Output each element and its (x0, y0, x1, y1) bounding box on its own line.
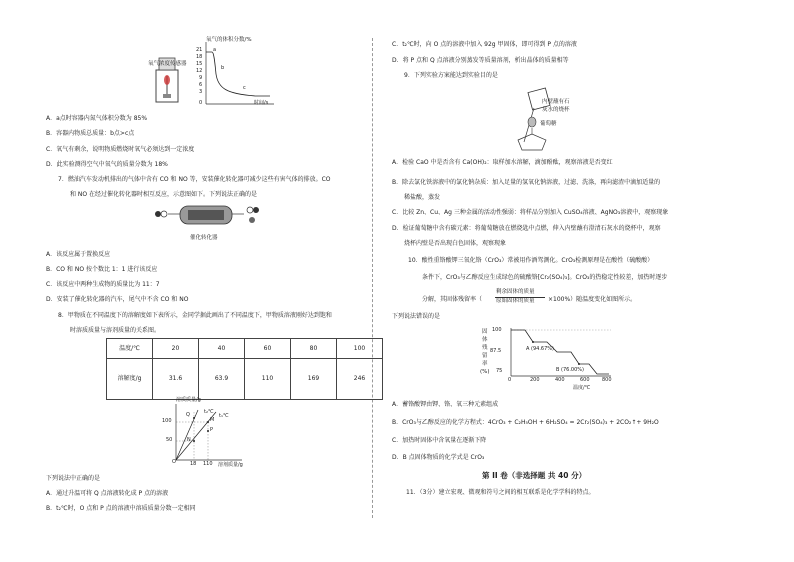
q8-option-d: D．将 P 点和 Q 点溶液分别蒸发等质量溶剂，析出晶体的质量相等 (392, 57, 569, 64)
fig1-ytick: 21 (196, 47, 203, 53)
q8-option-a: A．通过升温可将 Q 点溶液转化成 P 点的溶液 (46, 490, 169, 497)
fig1-point-a: a (213, 47, 217, 53)
graph2-ylabel: (%) (480, 369, 490, 375)
q9-option-d-line2: 烧杯内壁是否出现白色固体，观察现象 (404, 240, 507, 247)
graph2-xtick: 400 (555, 377, 565, 383)
fig1-ytick: 9 (199, 75, 203, 81)
q6-option-b: B．容器内物质总质量：b点>c点 (46, 130, 135, 137)
q7-stem-line2: 和 NO 在经过催化转化器时相互反应，示意图如下。下列说法正确的是 (70, 191, 258, 198)
graph2-ylabel: 固 (482, 329, 488, 335)
graph-xtick: 18 (190, 461, 197, 467)
graph-point-m: M (210, 417, 215, 423)
fig1-ytick: 18 (196, 54, 203, 60)
fig1-ytick: 6 (199, 82, 203, 88)
fig1-ytick: 3 (199, 89, 203, 95)
q6-option-a: A．a点时容器内氮气体积分数为 85% (46, 115, 148, 122)
fig1-ylabel: 氧气的体积分数/% (206, 37, 252, 43)
table-cell: 100 (337, 339, 383, 359)
graph-point-q: Q (186, 412, 190, 418)
graph-ylabel: 溶质质量/g (176, 397, 201, 403)
graph-xlabel: 溶剂质量/g (218, 462, 243, 468)
q10-option-c: C．加热时固体中含氧量在逐渐下降 (392, 437, 487, 444)
q9-option-d-line1: D．检证葡萄糖中含有碳元素：将葡萄糖放在燃烧匙中点燃，伸入内壁蘸有澄清石灰水的烧杯中，观察 (392, 225, 661, 232)
graph2-ylabel: 留 (482, 353, 488, 359)
graph-point-o: O (172, 459, 176, 465)
graph2-point-b: B (76.00%) (556, 367, 584, 373)
q10-stem-line3a: 分解，其固体残留率（ (422, 296, 483, 303)
fig1-sensor-label: 氧气浓度传感器 (148, 61, 187, 67)
fig1-point-c: c (243, 85, 246, 91)
graph2-ylabel: 率 (482, 361, 488, 367)
table-cell: 溶解度/g (107, 359, 153, 400)
fig1-ytick: 12 (196, 68, 203, 74)
q8-option-b: B．t₂℃时，O 点和 P 点的溶液中溶质质量分数一定相同 (46, 505, 196, 512)
q10-question: 下列说法错误的是 (392, 313, 441, 320)
table-cell: 20 (153, 339, 199, 359)
table-cell: 63.9 (199, 359, 245, 400)
q9-fig-label2: 灰水的烧杯 (542, 107, 570, 113)
column-divider (372, 38, 373, 518)
table-row (107, 359, 383, 400)
q9-fig-label3: 葡萄糖 (540, 121, 557, 127)
q7-option-b: B．CO 和 NO 按个数比 1：1 进行该反应 (46, 266, 158, 273)
graph-ytick: 50 (166, 437, 173, 443)
q7-option-c: C．该反应中两种生成物的质量比为 11：7 (46, 281, 160, 288)
q8-stem-line1: 8．甲物质在不同温度下的溶解度如下表所示，金同学据此画出了不同温度下，甲物质溶液刚好达到饱和 (58, 312, 332, 319)
graph2-point-a: A (94.67%) (526, 346, 554, 352)
solubility-table (106, 338, 383, 400)
table-cell: 60 (245, 339, 291, 359)
q8-option-c: C．t₂℃时，向 O 点的溶液中加入 92g 甲固体，即可得到 P 点的溶液 (392, 41, 577, 48)
graph2-ytick: 100 (492, 327, 502, 333)
q6-option-d: D．此实验测得空气中氧气的质量分数为 18% (46, 161, 168, 168)
q10-stem-line3b: ×100%）随温度变化如图所示。 (548, 296, 637, 303)
q10-option-a: A．蓄铬酸钾由钾、铬、氧三种元素组成 (392, 401, 499, 408)
graph2-ytick: 87.5 (490, 348, 502, 354)
graph2-xtick: 0 (508, 377, 512, 383)
graph2-ytick: 75 (496, 368, 503, 374)
q10-stem-line1: 10．酸性重铬酸钾三氧化铬（CrO₃）常被用作酒驾测化。CrO₃检测原理是在酸性（硫酸酸） (408, 257, 654, 264)
graph2-xtick: 600 (580, 377, 590, 383)
q10-option-b: B．CrO₃与乙醇反应的化学方程式：4CrO₃ + C₂H₅OH + 6H₂SO₄ = 2Cr₂(SO₄)₃ + 2CO₂↑+ 9H₂O (392, 419, 659, 426)
q7-figure-label: 催化转化器 (190, 235, 218, 241)
q9-option-b-line2: 稀盐酸，蒸发 (404, 194, 441, 201)
q7-option-a: A．该反应属于置换反应 (46, 251, 111, 258)
q8-question: 下列说法中正确的是 (46, 475, 101, 482)
q8-stem-line2: 时溶质质量与溶剂质量的关系图。 (70, 327, 161, 334)
q10-fraction-numerator: 剩余固体的质量 (496, 289, 535, 295)
q6-option-c: C．氧气有剩余，说明物质燃烧时氧气必须达到一定浓度 (46, 146, 195, 153)
table-cell: 40 (199, 339, 245, 359)
table-cell: 31.6 (153, 359, 199, 400)
graph-ytick: 100 (162, 418, 172, 424)
q10-option-d: D．B 点固体物质的化学式是 CrO₃ (392, 454, 485, 461)
table-cell: 246 (337, 359, 383, 400)
section-title: 第 II 卷（非选择题 共 40 分） (482, 471, 587, 480)
graph-label-t2: t₂℃ (204, 409, 214, 415)
table-cell: 110 (245, 359, 291, 400)
graph-xtick: 110 (203, 461, 213, 467)
q9-option-b-line1: B．除去氯化铁溶液中的氯化钠杂质：加入足量的氢氧化钠溶液，过滤、洗涤，再向滤渣中滴加适量的 (392, 179, 661, 186)
q9-fig-label1: 内壁蘸有石 (542, 99, 570, 105)
table-row (107, 339, 383, 359)
graph-point-n: N (187, 437, 191, 443)
q10-fraction-denominator: 原始固体的质量 (496, 298, 535, 304)
graph2-ylabel: 体 (482, 337, 488, 343)
q7-stem-line1: 7．燃油汽车发动机排出的气体中含有 CO 和 NO 等，安装催化转化器可减少这些有害气体的排放。CO (58, 176, 331, 183)
graph2-xtick: 200 (530, 377, 540, 383)
q11-stem: 11．（3分）建立宏观、微观和符号之间的相互联系是化学学科的特点。 (406, 489, 595, 496)
fig1-point-b: b (221, 65, 225, 71)
fig1-ytick: 0 (199, 100, 203, 106)
table-cell: 温度/℃ (107, 339, 153, 359)
q9-option-c: C．比较 Zn、Cu、Ag 三种金属的活动性强弱：将样品分别加入 CuSO₄溶液、AgNO₃溶液中，观察现象 (392, 209, 669, 216)
graph2-xlabel: 温度/℃ (573, 385, 591, 391)
graph-point-p: P (210, 427, 214, 433)
fig1-xlabel: 时间/s (254, 100, 269, 106)
fig1-ytick: 15 (196, 61, 203, 67)
q9-option-a: A．检验 CaO 中是否含有 Ca(OH)₂：取样加水溶解，滴加酚酞，观察溶液是否变红 (392, 159, 613, 166)
graph-label-t1: t₁℃ (219, 413, 229, 419)
table-cell: 169 (291, 359, 337, 400)
graph2-xtick: 800 (602, 377, 612, 383)
q9-stem: 9．下列实验方案能达到实验目的是 (404, 72, 498, 79)
graph2-ylabel: 残 (482, 345, 488, 351)
table-cell: 80 (291, 339, 337, 359)
q7-option-d: D．安装了催化转化器的汽车，尾气中不含 CO 和 NO (46, 296, 189, 303)
q10-stem-line2: 条件下，CrO₃与乙醇反应生成绿色的硫酸铬[Cr₂(SO₄)₃]。CrO₃的热稳定性较差，加热时逐步 (422, 274, 668, 281)
